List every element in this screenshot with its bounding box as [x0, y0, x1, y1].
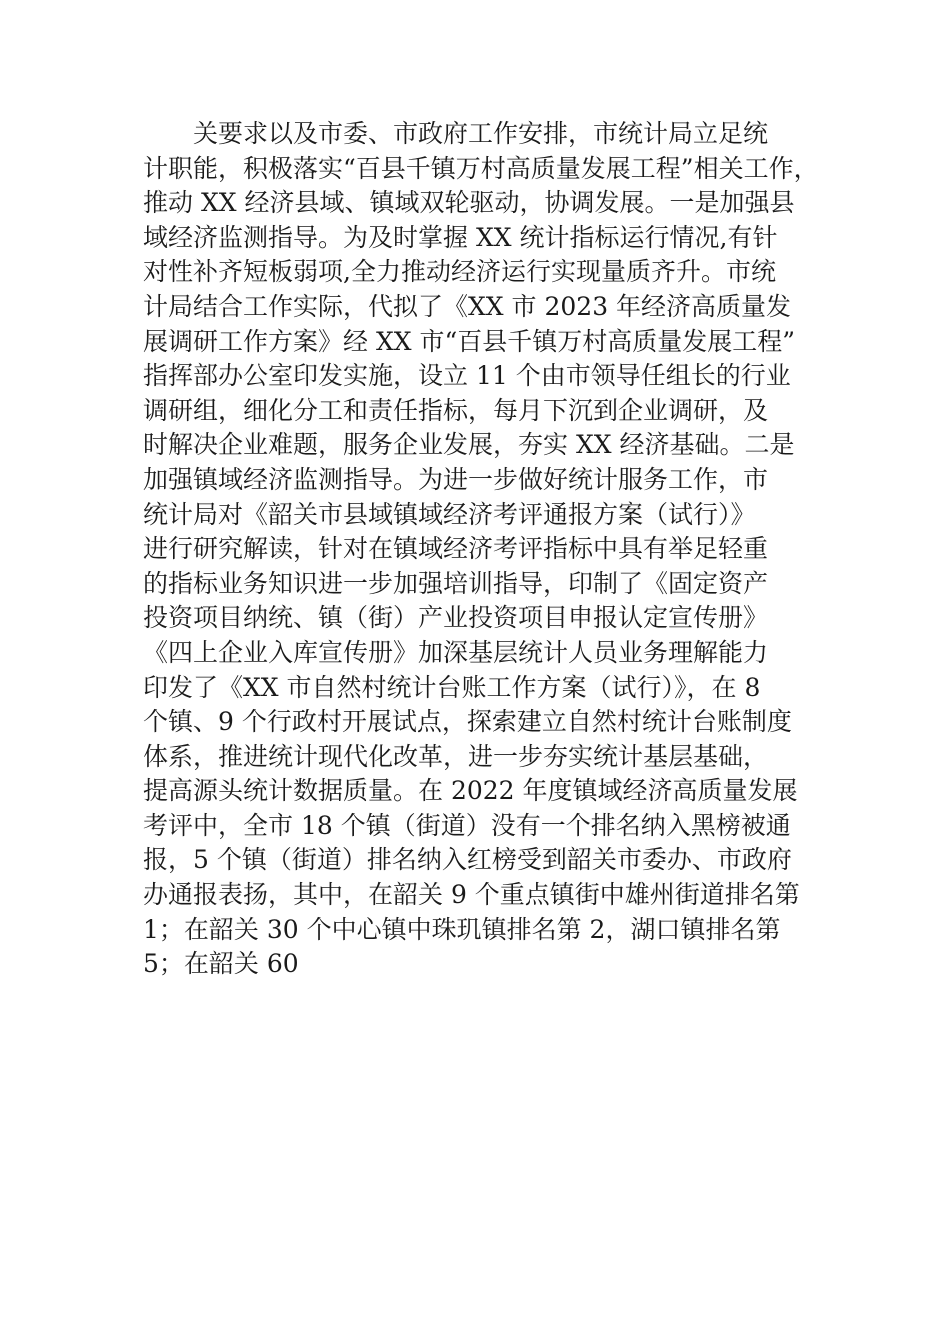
text-line-19: 体系，推进统计现代化改革，进一步夯实统计基层基础，: [143, 741, 769, 771]
text-line-15: 投资项目纳统、镇（街）产业投资项目申报认定宣传册》: [143, 603, 769, 633]
text-line-9: 调研组，细化分工和责任指标，每月下沉到企业调研，及: [143, 395, 769, 425]
text-line-11: 加强镇域经济监测指导。为进一步做好统计服务工作，市: [143, 464, 769, 494]
text-line-20: 提高源头统计数据质量。在 2022 年度镇域经济高质量发展: [143, 776, 798, 806]
text-line-21: 考评中，全市 18 个镇（街道）没有一个排名纳入黑榜被通: [143, 810, 791, 840]
text-line-8: 指挥部办公室印发实施，设立 11 个由市领导任组长的行业: [143, 361, 791, 391]
text-line-16: 《四上企业入库宣传册》加深基层统计人员业务理解能力: [143, 637, 769, 667]
text-line-24: 1；在韶关 30 个中心镇中珠玑镇排名第 2，湖口镇排名第: [143, 914, 781, 944]
text-line-3: 推动 XX 经济县域、镇域双轮驱动，协调发展。一是加强县: [143, 188, 795, 218]
text-line-10: 时解决企业难题，服务企业发展，夯实 XX 经济基础。二是: [143, 430, 795, 460]
text-line-7: 展调研工作方案》经 XX 市“百县千镇万村高质量发展工程”: [143, 326, 796, 356]
text-line-2: 计职能，积极落实“百县千镇万村高质量发展工程”相关工作，: [143, 153, 819, 183]
text-line-4: 域经济监测指导。为及时掌握 XX 统计指标运行情况,有针: [143, 222, 778, 252]
text-line-18: 个镇、9 个行政村开展试点，探索建立自然村统计台账制度: [143, 707, 792, 737]
text-line-25: 5；在韶关 60: [143, 949, 299, 979]
text-line-17: 印发了《XX 市自然村统计台账工作方案（试行）》，在 8: [143, 672, 761, 702]
text-line-13: 进行研究解读，针对在镇域经济考评指标中具有举足轻重: [143, 534, 769, 564]
body-paragraph: [143, 117, 843, 982]
text-line-6: 计局结合工作实际，代拟了《XX 市 2023 年经济高质量发: [143, 291, 792, 321]
text-line-14: 的指标业务知识进一步加强培训指导，印制了《固定资产: [143, 568, 769, 598]
text-line-22: 报，5 个镇（街道）排名纳入红榜受到韶关市委办、市政府: [143, 845, 792, 875]
text-line-5: 对性补齐短板弱项,全力推动经济运行实现量质齐升。市统: [143, 257, 776, 287]
text-line-23: 办通报表扬，其中，在韶关 9 个重点镇街中雄州街道排名第: [143, 880, 800, 910]
text-line-12: 统计局对《韶关市县域镇域经济考评通报方案（试行）》: [143, 499, 756, 529]
text-line-1: 关要求以及市委、市政府工作安排，市统计局立足统: [143, 119, 769, 148]
